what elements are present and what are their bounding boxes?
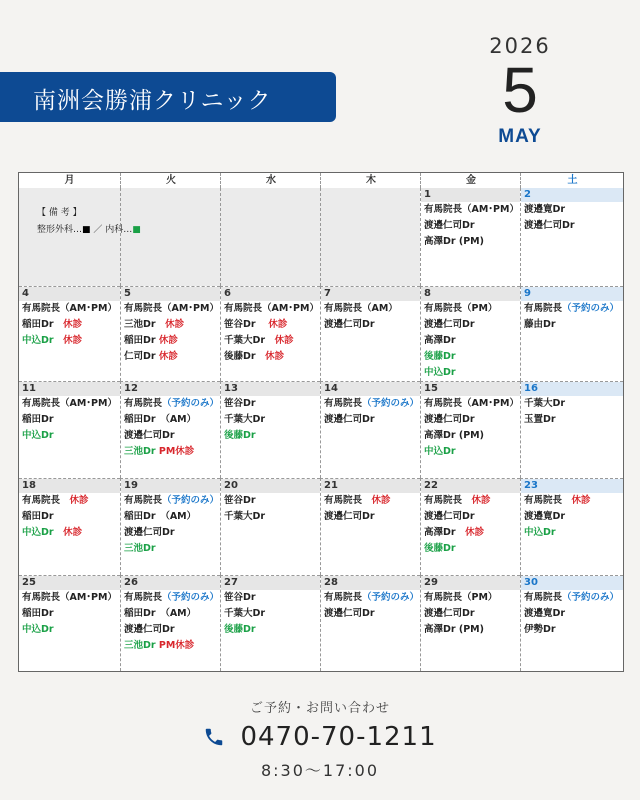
calendar-year: 2026 (489, 34, 551, 58)
day-cell (320, 381, 420, 478)
doctor-name: 千葉大Dr (224, 414, 266, 425)
doctor-name: 笹谷Dr (224, 495, 256, 506)
doctor-name: 稲田Dr (22, 608, 54, 619)
calendar-month-number: 5 (502, 54, 538, 126)
weekday-header (19, 173, 623, 189)
day-cell (19, 478, 120, 575)
doctor-name: 後藤Dr (224, 351, 266, 362)
reservation-only-label: （予約のみ） (162, 495, 220, 506)
internal-legend-label: 内科… (105, 225, 133, 235)
doctor-name: 渡邉仁司Dr (124, 527, 175, 538)
doctor-name: 三池Dr (124, 640, 159, 651)
day-cell (220, 575, 320, 671)
doctor-entry (221, 509, 320, 525)
closed-label: 休診 (371, 495, 391, 506)
doctor-entry (221, 349, 320, 365)
doctor-name: 有馬院長 (22, 495, 70, 506)
remarks-note (37, 205, 141, 239)
doctor-name: 有馬院長 (524, 495, 572, 506)
doctor-name: 有馬院長 (524, 303, 563, 314)
closed-label: 休診 (69, 495, 89, 506)
doctor-name: 三池Dr (124, 446, 159, 457)
doctor-entry (121, 493, 220, 509)
doctor-entry (221, 590, 320, 606)
doctor-entry (321, 493, 420, 509)
doctor-entry (19, 525, 120, 541)
doctor-entry (121, 428, 220, 444)
closed-label: 休診 (63, 527, 83, 538)
doctor-name: 有馬院長（AM･PM） (22, 398, 117, 409)
doctor-entry (19, 606, 120, 622)
day-cell (420, 575, 520, 671)
day-cell (520, 286, 623, 381)
doctor-name: 千葉大Dr (224, 511, 266, 522)
doctor-entry (421, 525, 520, 541)
day-number: 5 (121, 287, 220, 301)
doctor-entry (221, 493, 320, 509)
doctor-name: 渡邉仁司Dr (424, 414, 475, 425)
doctor-entry (19, 412, 120, 428)
closed-label: 休診 (158, 335, 178, 346)
doctor-name: 千葉大Dr (224, 608, 266, 619)
doctor-entry (221, 622, 320, 638)
doctor-name: 中込Dr (22, 430, 54, 441)
doctor-name: 三池Dr (124, 319, 166, 330)
doctor-entry (321, 301, 420, 317)
doctor-name: 中込Dr (22, 335, 64, 346)
day-cell (520, 478, 623, 575)
doctor-name: 有馬院長（PM） (424, 592, 498, 603)
doctor-entry (19, 396, 120, 412)
doctor-entry (221, 301, 320, 317)
doctor-name: 稲田Dr (22, 511, 54, 522)
doctor-name: 渡邉仁司Dr (424, 511, 475, 522)
day-cell (420, 381, 520, 478)
day-number: 26 (121, 576, 220, 590)
closed-label: PM休診 (158, 640, 195, 651)
clinic-banner (0, 72, 336, 122)
doctor-entry (221, 412, 320, 428)
doctor-entry (421, 509, 520, 525)
doctor-entry (421, 444, 520, 460)
doctor-entry (421, 428, 520, 444)
doctor-name: 後藤Dr (424, 351, 456, 362)
doctor-entry (221, 606, 320, 622)
doctor-entry (221, 333, 320, 349)
day-number: 2 (521, 188, 623, 202)
doctor-name: 有馬院長 (124, 398, 163, 409)
doctor-entry (19, 509, 120, 525)
contact-label: ご予約・お問い合わせ (249, 701, 390, 716)
doctor-name: 笹谷Dr (224, 592, 256, 603)
doctor-entry (421, 349, 520, 365)
closed-label: PM休診 (158, 446, 195, 457)
doctor-entry (521, 606, 623, 622)
doctor-entry (121, 317, 220, 333)
day-number: 22 (421, 479, 520, 493)
doctor-entry (19, 428, 120, 444)
doctor-entry (421, 493, 520, 509)
doctor-name: 渡邉仁司Dr (324, 319, 375, 330)
doctor-entry (521, 317, 623, 333)
day-number: 11 (19, 382, 120, 396)
doctor-name: 渡邉仁司Dr (324, 414, 375, 425)
day-cell (520, 575, 623, 671)
doctor-entry (421, 365, 520, 381)
doctor-name: 笹谷Dr (224, 319, 269, 330)
doctor-entry (521, 493, 623, 509)
doctor-entry (521, 590, 623, 606)
doctor-name: 稲田Dr (124, 335, 159, 346)
doctor-name: 有馬院長 (424, 495, 472, 506)
doctor-entry (121, 622, 220, 638)
doctor-name: 後藤Dr (224, 624, 256, 635)
doctor-entry (421, 301, 520, 317)
day-cell (420, 286, 520, 381)
doctor-entry (321, 606, 420, 622)
doctor-entry (321, 509, 420, 525)
doctor-name: 有馬院長 (524, 592, 563, 603)
day-number: 13 (221, 382, 320, 396)
day-number: 28 (321, 576, 420, 590)
doctor-name: 有馬院長 (124, 495, 163, 506)
reservation-only-label: （予約のみ） (362, 398, 420, 409)
day-number: 14 (321, 382, 420, 396)
closed-label: 休診 (63, 319, 83, 330)
doctor-name: 稲田Dr （AM） (124, 511, 197, 522)
closed-label: 休診 (165, 319, 185, 330)
empty-day-cell (320, 188, 420, 286)
doctor-entry (19, 622, 120, 638)
day-cell (19, 575, 120, 671)
ortho-legend-label: 整形外科… (37, 225, 83, 235)
doctor-name: 中込Dr (524, 527, 556, 538)
day-number: 27 (221, 576, 320, 590)
doctor-name: 仁司Dr (124, 351, 159, 362)
doctor-entry (521, 622, 623, 638)
internal-legend-square: ■ (132, 225, 141, 235)
doctor-name: 有馬院長 (324, 398, 363, 409)
day-number: 7 (321, 287, 420, 301)
doctor-entry (421, 396, 520, 412)
doctor-name: 高澤Dr (PM) (424, 624, 484, 635)
doctor-name: 渡邉仁司Dr (424, 319, 475, 330)
doctor-name: 有馬院長（AM･PM） (424, 204, 519, 215)
doctor-name: 稲田Dr (22, 319, 64, 330)
empty-day-cell (220, 188, 320, 286)
phone-icon (203, 724, 225, 750)
doctor-entry (521, 396, 623, 412)
closed-label: 休診 (63, 335, 83, 346)
doctor-name: 中込Dr (22, 527, 64, 538)
doctor-name: 有馬院長（AM･PM） (124, 303, 219, 314)
doctor-name: 渡邉寛Dr (524, 608, 566, 619)
reservation-only-label: （予約のみ） (162, 592, 220, 603)
day-cell (220, 286, 320, 381)
doctor-name: 有馬院長（AM･PM） (424, 398, 519, 409)
doctor-name: 高澤Dr (424, 335, 456, 346)
doctor-entry (221, 396, 320, 412)
doctor-entry (521, 301, 623, 317)
doctor-entry (321, 396, 420, 412)
closed-label: 休診 (571, 495, 591, 506)
doctor-entry (521, 509, 623, 525)
day-cell (120, 575, 220, 671)
day-number: 30 (521, 576, 623, 590)
doctor-entry (221, 428, 320, 444)
closed-label: 休診 (274, 335, 294, 346)
day-number: 1 (421, 188, 520, 202)
phone-number[interactable]: 0470-70-1211 (240, 722, 437, 752)
doctor-entry (421, 606, 520, 622)
weekday-header-3: 木 (320, 173, 421, 188)
doctor-name: 渡邉仁司Dr (124, 430, 175, 441)
doctor-entry (421, 333, 520, 349)
reservation-only-label: （予約のみ） (162, 398, 220, 409)
day-cell (420, 478, 520, 575)
doctor-entry (421, 234, 520, 250)
day-cell (420, 188, 520, 286)
doctor-name: 中込Dr (424, 446, 456, 457)
doctor-name: 三池Dr (124, 543, 156, 554)
doctor-entry (121, 444, 220, 460)
business-hours: 8:30～17:00 (260, 761, 380, 780)
doctor-entry (421, 202, 520, 218)
day-cell (320, 575, 420, 671)
weekday-header-2: 水 (220, 173, 321, 188)
day-number: 4 (19, 287, 120, 301)
day-number: 23 (521, 479, 623, 493)
day-number: 15 (421, 382, 520, 396)
doctor-name: 渡邉寛Dr (524, 511, 566, 522)
remarks-label: 【 備 考 】 (37, 208, 82, 218)
contact-phone-row (0, 722, 640, 752)
doctor-name: 有馬院長（PM） (424, 303, 498, 314)
doctor-entry (121, 301, 220, 317)
doctor-name: 渡邉仁司Dr (424, 608, 475, 619)
reservation-only-label: （予約のみ） (562, 303, 620, 314)
doctor-entry (121, 333, 220, 349)
doctor-name: 渡邉仁司Dr (324, 608, 375, 619)
day-number: 16 (521, 382, 623, 396)
day-cell (19, 286, 120, 381)
weekday-header-0: 月 (64, 175, 75, 186)
closed-label: 休診 (465, 527, 485, 538)
doctor-name: 稲田Dr （AM） (124, 608, 197, 619)
reservation-only-label: （予約のみ） (362, 592, 420, 603)
doctor-entry (221, 317, 320, 333)
doctor-entry (121, 590, 220, 606)
weekday-header-4: 金 (420, 173, 521, 188)
closed-label: 休診 (265, 351, 285, 362)
doctor-name: 高澤Dr (PM) (424, 236, 484, 247)
ortho-legend-square: ■ (82, 225, 91, 235)
doctor-name: 渡邉仁司Dr (424, 220, 475, 231)
day-cell (220, 381, 320, 478)
doctor-entry (421, 218, 520, 234)
day-number: 29 (421, 576, 520, 590)
day-number: 9 (521, 287, 623, 301)
day-cell (120, 286, 220, 381)
closed-label: 休診 (268, 319, 288, 330)
reservation-only-label: （予約のみ） (562, 592, 620, 603)
doctor-entry (521, 412, 623, 428)
day-number: 8 (421, 287, 520, 301)
doctor-name: 渡邉仁司Dr (324, 511, 375, 522)
doctor-entry (121, 509, 220, 525)
doctor-entry (421, 590, 520, 606)
doctor-name: 高澤Dr (424, 527, 466, 538)
doctor-entry (421, 412, 520, 428)
doctor-entry (19, 333, 120, 349)
legend-separator: ／ (90, 225, 106, 235)
doctor-name: 藤由Dr (524, 319, 556, 330)
day-cell (19, 381, 120, 478)
doctor-entry (19, 317, 120, 333)
doctor-name: 有馬院長（AM） (324, 303, 398, 314)
weekday-header-5: 土 (520, 173, 624, 188)
doctor-name: 後藤Dr (424, 543, 456, 554)
day-number: 19 (121, 479, 220, 493)
doctor-entry (121, 606, 220, 622)
doctor-entry (121, 638, 220, 654)
doctor-name: 後藤Dr (224, 430, 256, 441)
doctor-entry (421, 317, 520, 333)
day-number: 18 (19, 479, 120, 493)
day-cell (520, 188, 623, 286)
doctor-entry (421, 622, 520, 638)
day-cell (120, 478, 220, 575)
doctor-name: 有馬院長 (324, 495, 372, 506)
doctor-name: 伊勢Dr (524, 624, 556, 635)
day-cell (120, 381, 220, 478)
doctor-name: 笹谷Dr (224, 398, 256, 409)
closed-label: 休診 (471, 495, 491, 506)
doctor-name: 渡邉寛Dr (524, 204, 566, 215)
day-number: 20 (221, 479, 320, 493)
doctor-entry (19, 301, 120, 317)
doctor-name: 渡邉仁司Dr (524, 220, 575, 231)
doctor-name: 有馬院長 (324, 592, 363, 603)
day-cell (520, 381, 623, 478)
calendar-month-name: MAY (498, 126, 542, 147)
doctor-entry (521, 525, 623, 541)
remarks-legend (37, 222, 141, 239)
doctor-name: 稲田Dr (22, 414, 54, 425)
doctor-name: 中込Dr (22, 624, 54, 635)
doctor-entry (321, 317, 420, 333)
day-cell (320, 478, 420, 575)
doctor-name: 玉置Dr (524, 414, 556, 425)
doctor-name: 中込Dr (424, 367, 456, 378)
doctor-entry (321, 590, 420, 606)
doctor-name: 渡邉仁司Dr (124, 624, 175, 635)
day-cell (220, 478, 320, 575)
doctor-name: 有馬院長（AM･PM） (22, 303, 117, 314)
weekday-header-1: 火 (120, 173, 221, 188)
doctor-entry (321, 412, 420, 428)
doctor-entry (121, 525, 220, 541)
clinic-name: 南洲会勝浦クリニック (33, 88, 272, 114)
doctor-entry (421, 541, 520, 557)
doctor-entry (19, 493, 120, 509)
doctor-entry (121, 396, 220, 412)
closed-label: 休診 (158, 351, 178, 362)
doctor-entry (521, 202, 623, 218)
day-cell (320, 286, 420, 381)
doctor-name: 高澤Dr (PM) (424, 430, 484, 441)
day-number: 6 (221, 287, 320, 301)
doctor-entry (121, 541, 220, 557)
doctor-entry (521, 218, 623, 234)
doctor-entry (19, 590, 120, 606)
doctor-entry (121, 412, 220, 428)
schedule-calendar (18, 172, 624, 672)
doctor-name: 有馬院長（AM･PM） (224, 303, 319, 314)
day-number: 25 (19, 576, 120, 590)
day-number: 21 (321, 479, 420, 493)
doctor-name: 稲田Dr （AM） (124, 414, 197, 425)
day-number: 12 (121, 382, 220, 396)
doctor-name: 千葉大Dr (524, 398, 566, 409)
doctor-entry (121, 349, 220, 365)
doctor-name: 千葉大Dr (224, 335, 275, 346)
doctor-name: 有馬院長 (124, 592, 163, 603)
doctor-name: 有馬院長（AM･PM） (22, 592, 117, 603)
